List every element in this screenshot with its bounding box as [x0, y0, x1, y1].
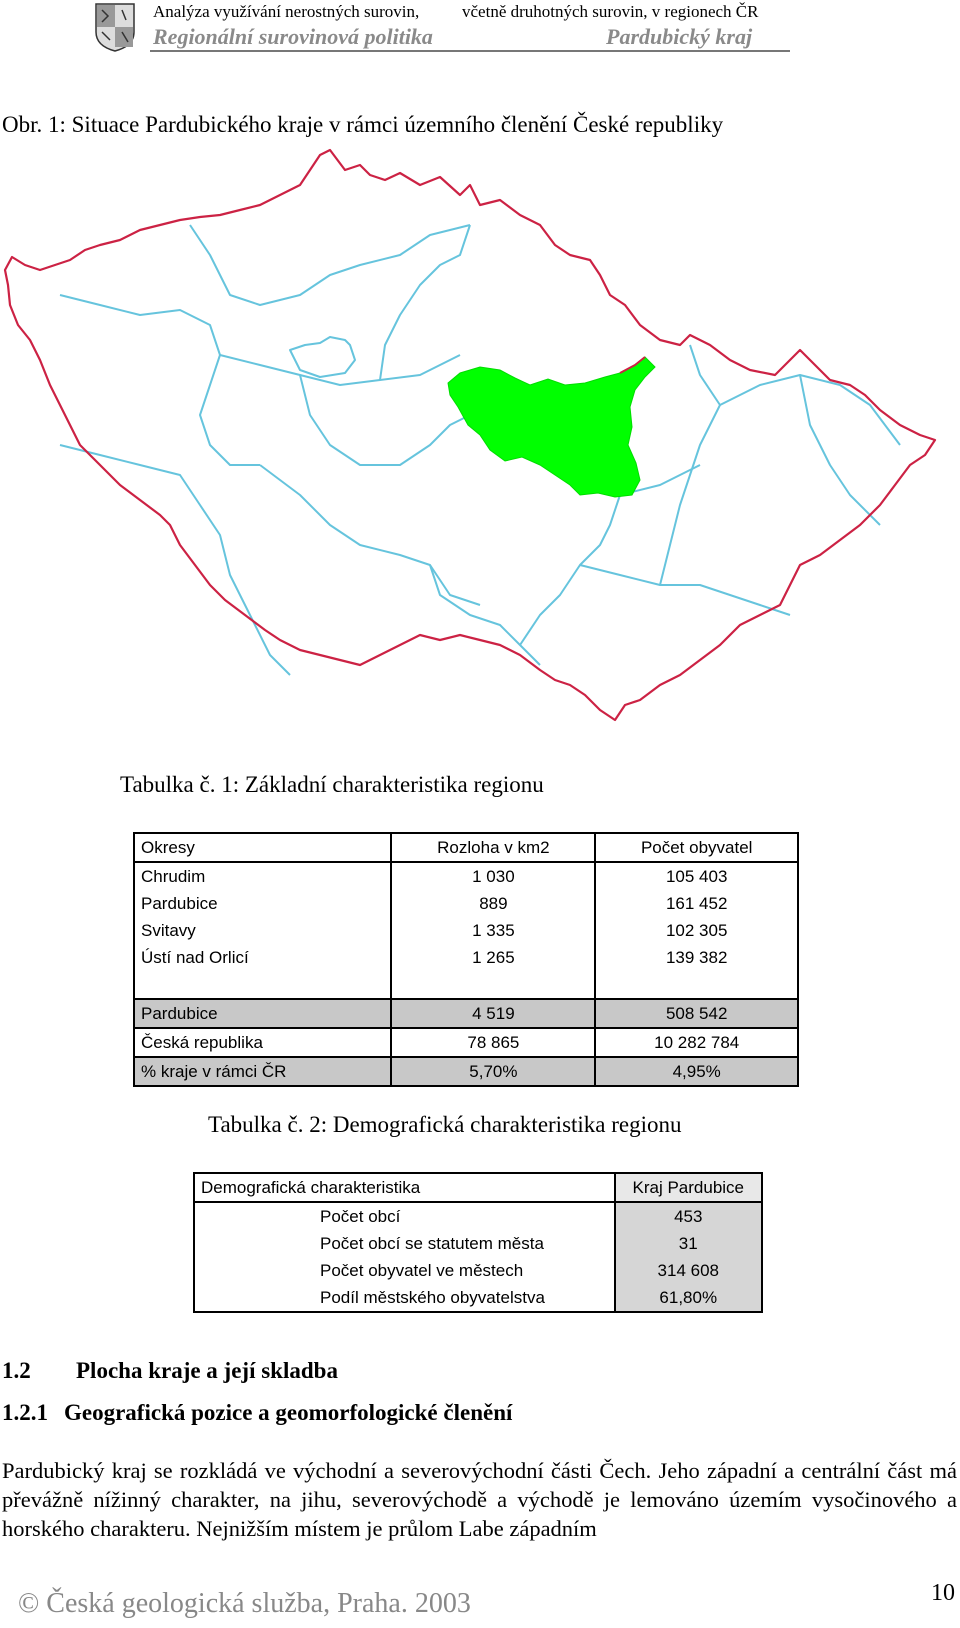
table1-cell: Svitavy	[134, 917, 391, 944]
table2-label: Počet obcí se statutem města	[194, 1230, 615, 1257]
table1-cell: Ústí nad Orlicí	[134, 944, 391, 971]
table1-summary-cell: Pardubice	[134, 999, 391, 1028]
regional-characteristics-table	[133, 832, 799, 1087]
section-number: 1.2	[2, 1358, 31, 1383]
header-divider	[150, 50, 790, 52]
table-row	[134, 917, 798, 944]
table2-value: 453	[615, 1202, 762, 1230]
table1-summary-cell: 10 282 784	[595, 1028, 798, 1057]
table1-summary-cell: 78 865	[391, 1028, 595, 1057]
table-row	[194, 1173, 762, 1202]
table-row	[194, 1284, 762, 1312]
table-row	[134, 1057, 798, 1086]
pardubice-region-highlight	[448, 357, 655, 497]
page-header	[0, 0, 960, 60]
table2-value: 61,80%	[615, 1284, 762, 1312]
section-title: Plocha kraje a její skladba	[76, 1358, 338, 1383]
body-paragraph: Pardubický kraj se rozkládá ve východní a severovýchodní části Čech. Jeho západní a centrální část má převážně nížinný charakter, na jihu, severovýchodě a východě je lemováno územím vysočinového a horského charakteru. Nejnižším místem je průlom Labe západním	[2, 1458, 957, 1541]
table1-cell: 1 265	[391, 944, 595, 971]
table2-label: Podíl městského obyvatelstva	[194, 1284, 615, 1312]
demographic-characteristics-table	[193, 1172, 763, 1313]
page-number: 10	[931, 1580, 955, 1606]
subsection-heading	[2, 1400, 512, 1426]
table1-summary-cell: 508 542	[595, 999, 798, 1028]
table1-cell: 1 030	[391, 862, 595, 890]
national-border	[5, 150, 935, 720]
section-heading	[2, 1358, 338, 1384]
table1-cell: 889	[391, 890, 595, 917]
table-row	[194, 1257, 762, 1284]
subsection-title: Geografická pozice a geomorfologické členění	[64, 1400, 513, 1425]
table1-header-area: Rozloha v km2	[391, 833, 595, 862]
table1-cell: 1 335	[391, 917, 595, 944]
table2-label: Počet obyvatel ve městech	[194, 1257, 615, 1284]
header-topic: Regionální surovinová politika	[153, 24, 433, 49]
coat-of-arms-logo	[94, 2, 136, 52]
table1-cell: Pardubice	[134, 890, 391, 917]
table1-summary-cell: Česká republika	[134, 1028, 391, 1057]
czech-republic-map	[0, 145, 960, 745]
table1-cell: Chrudim	[134, 862, 391, 890]
table1-cell: 102 305	[595, 917, 798, 944]
header-region: Pardubický kraj	[606, 24, 753, 49]
table2-header-characteristic: Demografická charakteristika	[194, 1173, 615, 1202]
table2-label: Počet obcí	[194, 1202, 615, 1230]
subsection-number: 1.2.1	[2, 1400, 48, 1425]
table-row	[134, 999, 798, 1028]
figure-caption: Obr. 1: Situace Pardubického kraje v rámci územního členění České republiky	[2, 112, 724, 137]
table1-caption: Tabulka č. 1: Základní charakteristika regionu	[120, 772, 544, 797]
table-spacer-row	[134, 971, 798, 999]
table-row	[134, 862, 798, 890]
table-row	[134, 1028, 798, 1057]
table1-cell: 161 452	[595, 890, 798, 917]
table2-header-region: Kraj Pardubice	[615, 1173, 762, 1202]
table-row	[134, 890, 798, 917]
table1-cell: 139 382	[595, 944, 798, 971]
table1-summary-cell: 4 519	[391, 999, 595, 1028]
table1-summary-cell: % kraje v rámci ČR	[134, 1057, 391, 1086]
table1-header-population: Počet obyvatel	[595, 833, 798, 862]
table2-value: 314 608	[615, 1257, 762, 1284]
header-series-subtitle: včetně druhotných surovin, v regionech ČR	[462, 2, 759, 21]
table-row	[134, 944, 798, 971]
table-row	[194, 1202, 762, 1230]
footer-copyright: © Česká geologická služba, Praha. 2003	[18, 1588, 471, 1619]
table1-summary-cell: 4,95%	[595, 1057, 798, 1086]
header-series-title: Analýza využívání nerostných surovin,	[153, 2, 420, 21]
table1-summary-cell: 5,70%	[391, 1057, 595, 1086]
table1-cell: 105 403	[595, 862, 798, 890]
table-row	[194, 1230, 762, 1257]
table2-value: 31	[615, 1230, 762, 1257]
table2-caption: Tabulka č. 2: Demografická charakteristika regionu	[208, 1112, 682, 1137]
table1-header-district: Okresy	[134, 833, 391, 862]
